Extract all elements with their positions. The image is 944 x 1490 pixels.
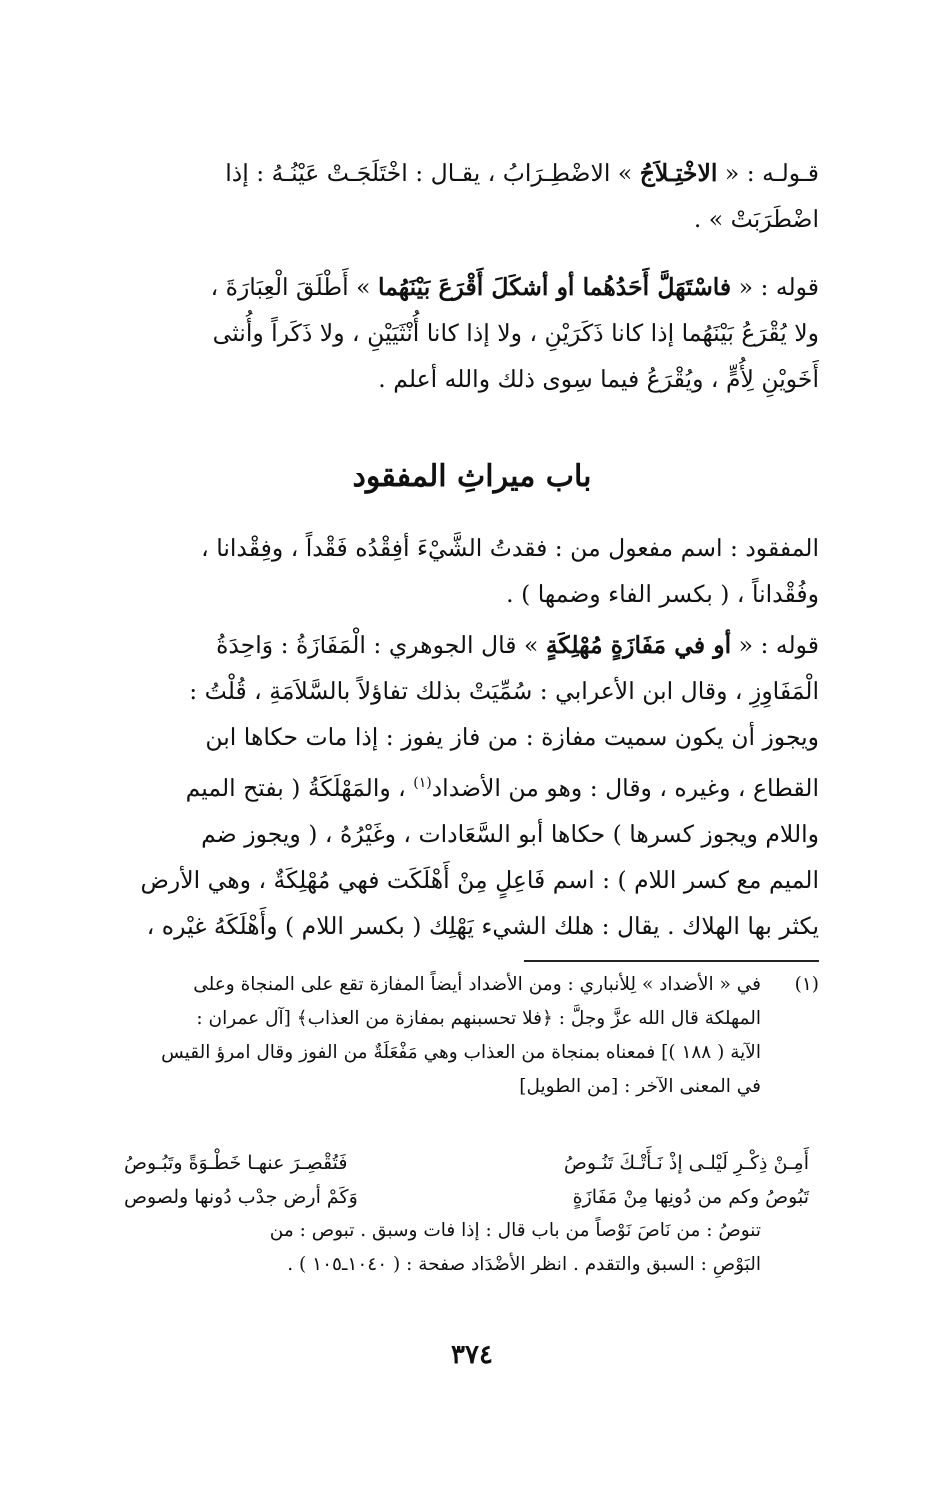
paragraph-ikhtilaj — [124, 150, 819, 242]
verse-line — [124, 1180, 809, 1214]
footnote — [124, 968, 819, 1308]
footnote-marker[interactable]: (١) — [413, 775, 432, 791]
text-line: تنوصُ : من نَاصَ نَوْصاً من باب قال : إذا فات وسبق . تبوص : من — [269, 1220, 761, 1241]
quoted-term: أو في مَفَازَةٍ مُهْلِكَةٍ — [545, 631, 732, 659]
verse-hemistich: وَكَمْ أرض جدْب دُونها ولصوص — [124, 1186, 358, 1208]
text-line: الآية ( ١٨٨ )] فمعناه بمنجاة من العذاب وهي مَفْعَلَةٌ من الفوز وقال امرؤ القيس — [161, 1042, 761, 1063]
verse-hemistich: أَمِـنْ ذِكْـرِ لَيْلـى إذْ نَـأَتْـكَ تَنُـوصُ — [563, 1152, 809, 1174]
chapter-heading: باب ميراثِ المفقود — [352, 459, 592, 494]
text-line — [124, 150, 819, 196]
quoted-term: الاخْتِـلاَجُ — [639, 159, 718, 187]
text-span: قوله : « — [731, 273, 819, 301]
text-line — [124, 622, 819, 668]
text-span: ، والمَهْلَكَةُ ( بفتح الميم — [185, 773, 414, 802]
footnote-body — [124, 1214, 761, 1282]
text-line: المفقود : اسم مفعول من : فقدتُ الشَّيْءَ أفِقْدُه فَقْداً ، وفِقْدانا ، — [201, 534, 819, 562]
text-span: قوله : « — [731, 631, 819, 659]
text-line: واللام ويجوز كسرها ) حكاها أبو السَّعَادات ، وغَيْرُهُ ، ( ويجوز ضم — [201, 819, 819, 848]
text-line: ولا يُقْرَعُ بَيْنَهُما إذا كانا ذَكَرَيْنِ ، ولا إذا كانا أُنْثَيَيْنِ ، ولا ذَكَراً وأُنثى — [212, 319, 819, 347]
footnote-body — [124, 968, 761, 1104]
text-line: الْمَفَاوِزِ ، وقال ابن الأعرابي : سُمِّيَتْ بذلك تفاؤلاً بالسَّلاَمَةِ ، قُلْتُ : — [189, 677, 819, 705]
quoted-term: فاسْتَهَلَّ أَحَدُهُما أو أشكَلَ أَقْرَعَ بَيْنَهُما — [377, 273, 732, 301]
text-span: » أَطْلَقَ الْعِبَارَةَ ، — [210, 273, 378, 301]
text-line: المهلكة قال الله عزَّ وجلَّ : ﴿فلا تحسبنهم بمفازة من العذاب﴾ [آل عمران : — [196, 1008, 761, 1029]
text-span: قـولـه : « — [717, 159, 819, 187]
paragraph-mafaza — [124, 622, 819, 949]
text-span: » الاضْطِـرَابُ ، يقـال : اخْتَلَجَـتْ عَيْنُـهُ : إذا — [225, 159, 640, 187]
text-line: يكثر بها الهلاك . يقال : هلك الشيء يَهْلِك ( بكسر اللام ) وأَهْلَكَهُ غيْره ، — [146, 911, 819, 940]
text-line — [124, 264, 819, 310]
paragraph-istahalla — [124, 264, 819, 402]
text-line: في المعنى الآخر : [من الطويل] — [519, 1076, 761, 1097]
paragraph-mafqud — [124, 525, 819, 617]
text-span: القطاع ، وغيره ، وقال : وهو من الأضداد — [431, 773, 819, 802]
verse-hemistich: فَتُقْصِـرَ عنهـا خَطْـوَةً وتَبُـوصُ — [124, 1152, 348, 1174]
page-number: ٣٧٤ — [451, 1340, 493, 1370]
footnote-number: (١) — [794, 974, 819, 995]
text-line: الميم مع كسر اللام ) : اسم فَاعِلٍ مِنْ أَهْلَكَت فهي مُهْلِكَةٌ ، وهي الأرض — [140, 865, 819, 894]
text-line: ويجوز أن يكون سميت مفازة : من فاز يفوز : إذا مات حكاها ابن — [205, 723, 819, 751]
verse-hemistich: تَبُوصُ وكم من دُونِها مِنْ مَفَازَةٍ — [572, 1186, 809, 1208]
text-line — [124, 760, 819, 811]
text-line: البَوْصِ : السبق والتقدم . انظر الأضْدَاد صفحة : ( ١٠٤٠ـ١٠٥ ) . — [287, 1254, 761, 1275]
text-line: اضْطَرَبَتْ » . — [693, 205, 819, 233]
text-line: في « الأضداد » لِلأنباري : ومن الأضداد أيضاً المفازة تقع على المنجاة وعلى — [193, 974, 761, 995]
text-line: وفُقْداناً ، ( بكسر الفاء وضمها ) . — [506, 580, 819, 608]
verse-line — [124, 1146, 809, 1180]
text-span: » قال الجوهري : الْمَفَازَةُ : وَاحِدَةُ — [216, 631, 546, 659]
text-line: أَخَويْنِ لِأُمٍّ ، ويُقْرَعُ فيما سِوى ذلك والله أعلم . — [378, 365, 819, 393]
footnote-separator — [524, 960, 819, 962]
